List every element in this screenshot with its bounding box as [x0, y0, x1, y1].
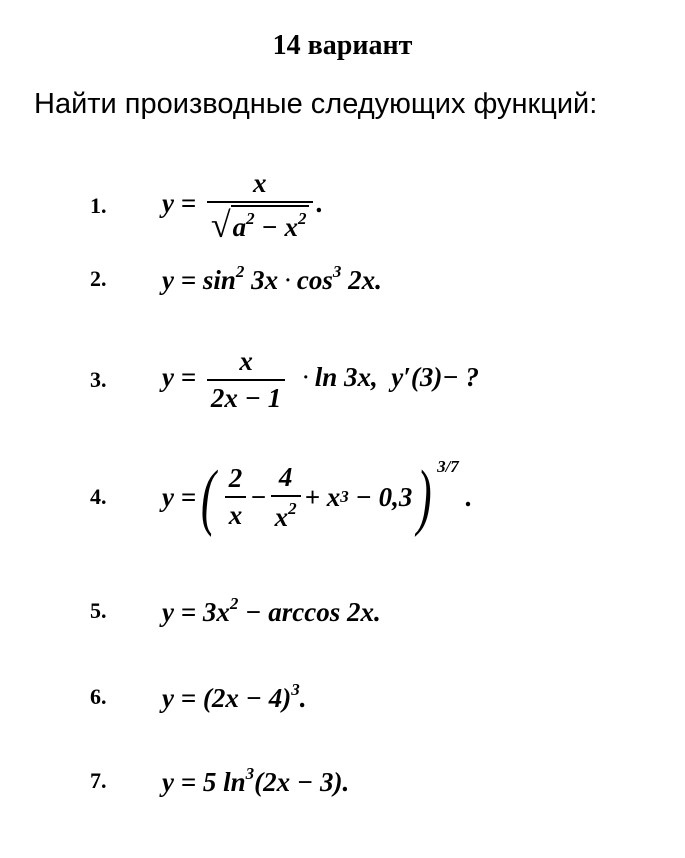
- problem-1: [90, 168, 323, 244]
- problem-number: 1.: [90, 193, 107, 218]
- formula-5: $y = 3x^2 - \arccos 2x$.: [162, 594, 381, 627]
- formula-2: $y = \sin^2 3x \cdot \cos^3 2x$.: [162, 262, 382, 295]
- problem-3: [90, 346, 479, 414]
- problem-5: [90, 594, 381, 628]
- page-title: 14 вариант: [272, 30, 413, 61]
- formula-6: $y = (2x - 4)^3$.: [162, 680, 307, 713]
- formula-3: y = $\frac{x}{2x - 1}$ · ln 3x, y′(3)− ?: [162, 346, 479, 413]
- formula-1: y = x √ $a^2 - x^2$ .: [162, 168, 324, 245]
- task-instruction: Найти производные следующих функций:: [34, 88, 598, 120]
- problem-7: [90, 764, 349, 798]
- formula-4: y = ( $\frac{2}{x}$ − $\frac{4}{x^2}$ + x 3 − 0,3 ) $^{3/7}$ .: [162, 456, 473, 538]
- problem-number: 3.: [90, 367, 107, 392]
- problem-2: [90, 262, 382, 296]
- problem-number: 6.: [90, 684, 107, 709]
- problem-number: 2.: [90, 266, 107, 291]
- formula-7: y = 5 $\ln^3(2x - 3)$.: [162, 764, 350, 797]
- problem-number: 7.: [90, 768, 107, 793]
- problem-4: [90, 456, 473, 538]
- problem-number: 5.: [90, 598, 107, 623]
- problem-6: [90, 680, 306, 714]
- problem-number: 4.: [90, 484, 107, 509]
